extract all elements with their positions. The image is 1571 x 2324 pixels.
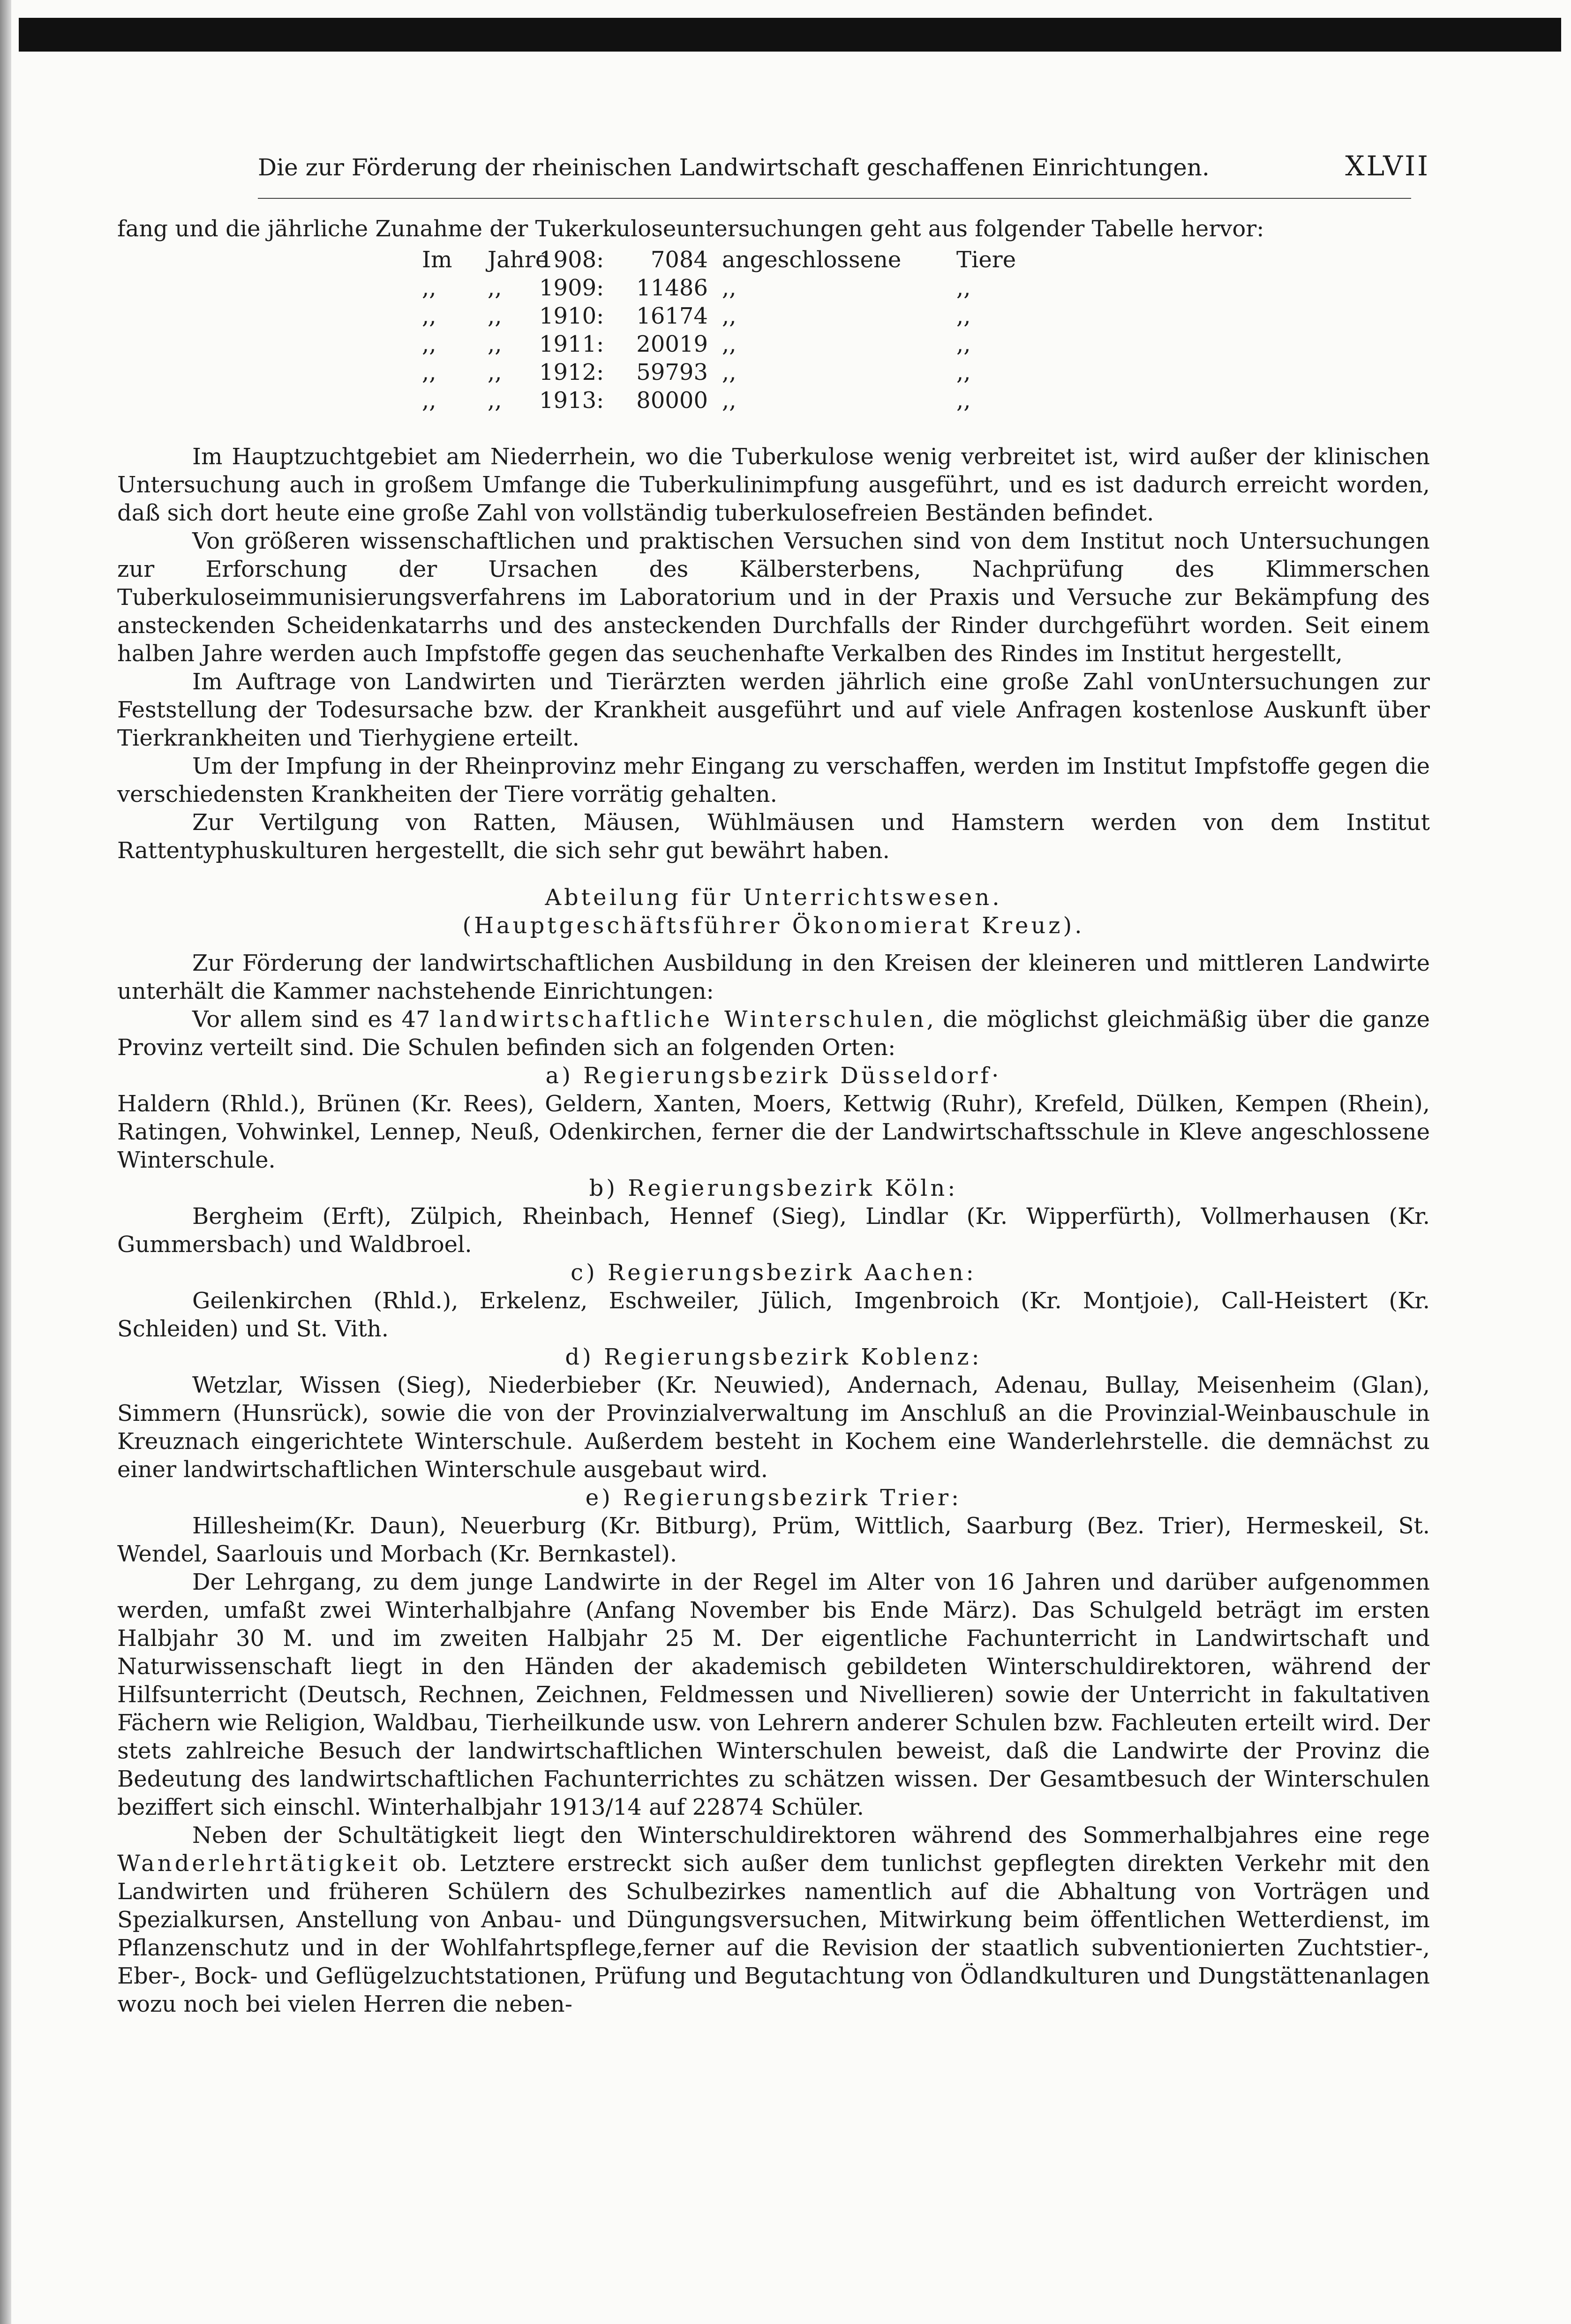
table-cell: 16174 bbox=[636, 303, 708, 329]
district-heading: c) Regierungsbezirk Aachen: bbox=[571, 1260, 977, 1286]
table-cell: ,, bbox=[488, 303, 502, 329]
table-cell: 1908: bbox=[539, 247, 604, 273]
table-cell: 1912: bbox=[539, 359, 604, 385]
table-cell: ,, bbox=[956, 387, 971, 414]
table-cell: Tiere bbox=[956, 247, 1016, 273]
section-subheading: (Hauptgeschäftsführer Ökonomierat Kreuz). bbox=[462, 913, 1085, 939]
paragraph: Im Auftrage von Landwirten und Tierärzten werden jährlich eine große Zahl vonUntersuchungen zur Feststellung der Todesursache bzw. der Krankheit ausgeführt und auf viele Anfragen kostenlose Auskunft über Tierkrankheiten und Tierhygiene erteilt. bbox=[117, 669, 1430, 751]
table-cell: ,, bbox=[722, 303, 737, 329]
table-row bbox=[422, 274, 1430, 302]
district-text: Geilenkirchen (Rhld.), Erkelenz, Eschweiler, Jülich, Imgenbroich (Kr. Montjoie), Call-Heistert (Kr. Schleiden) und St. Vith. bbox=[117, 1288, 1430, 1342]
table-cell: 11486 bbox=[636, 275, 708, 301]
paragraph bbox=[117, 1821, 1430, 2018]
table-cell: ,, bbox=[422, 359, 436, 385]
running-header bbox=[117, 150, 1430, 182]
text-run: Neben der Schultätigkeit liegt den Winterschuldirektoren während des Sommerhalbjahres eine rege bbox=[192, 1822, 1430, 1849]
table-row bbox=[422, 330, 1430, 358]
intro-paragraph: fang und die jährliche Zunahme der Tukerkuloseuntersuchungen geht aus folgender Tabelle hervor: bbox=[117, 216, 1264, 242]
table-cell: 1911: bbox=[539, 331, 604, 357]
page-number: XLVII bbox=[1345, 150, 1430, 182]
table-cell: 1910: bbox=[539, 303, 604, 329]
paragraph: Der Lehrgang, zu dem junge Landwirte in der Regel im Alter von 16 Jahren und darüber aufgenommen werden, umfaßt zwei Winterhalbjahre (Anfang November bis Ende März). Das Schulgeld beträgt im ersten Halbjahr 30 M. und im zweiten Halbjahr 25 M. Der eigentliche Fachunterricht in Landwirtschaft und Naturwissenschaft liegt in den Händen der akademisch gebildeten Winterschuldirektoren, während der Hilfsunterricht (Deutsch, Rechnen, Zeichnen, Feldmessen und Nivellieren) sowie der Unterricht in fakultativen Fächern wie Religion, Waldbau, Tierheilkunde usw. von Lehrern anderer Schulen bzw. Fachleuten erteilt wird. Der stets zahlreiche Besuch der landwirtschaftlichen Winterschulen beweist, daß die Landwirte der Provinz die Bedeutung des landwirtschaftlichen Fachunterrichtes zu schätzen wissen. Der Gesamtbesuch der Winterschulen beziffert sich einschl. Winterhalbjahr 1913/14 auf 22874 Schüler. bbox=[117, 1569, 1430, 1820]
paragraph bbox=[117, 1005, 1430, 1062]
district-heading: e) Regierungsbezirk Trier: bbox=[585, 1485, 962, 1511]
table-row bbox=[422, 302, 1430, 330]
district-heading: a) Regierungsbezirk Düsseldorf· bbox=[545, 1063, 1002, 1089]
table-cell: ,, bbox=[422, 387, 436, 414]
table-cell: ,, bbox=[722, 387, 737, 414]
table-cell: angeschlossene bbox=[722, 247, 902, 273]
district-heading: b) Regierungsbezirk Köln: bbox=[589, 1175, 958, 1201]
text-run: , die möglichst gleichmäßig über die ganze Provinz verteilt sind. Die Schulen befinden sich an folgenden Orten: bbox=[117, 1006, 1430, 1061]
table-cell: ,, bbox=[722, 359, 737, 385]
table-cell: 1909: bbox=[539, 275, 604, 301]
table-cell: 7084 bbox=[650, 247, 708, 273]
text-run: Vor allem sind es 47 bbox=[192, 1006, 439, 1033]
table-cell: 20019 bbox=[636, 331, 708, 357]
table-cell: ,, bbox=[488, 275, 502, 301]
district-text: Haldern (Rhld.), Brünen (Kr. Rees), Geldern, Xanten, Moers, Kettwig (Ruhr), Krefeld, Dülken, Kempen (Rhein), Ratingen, Vohwinkel, Lennep, Neuß, Odenkirchen, ferner die der Landwirtschaftsschule in Kleve angeschlossene Winterschule. bbox=[117, 1091, 1430, 1173]
paragraph: Im Hauptzuchtgebiet am Niederrhein, wo die Tuberkulose wenig verbreitet ist, wird außer der klinischen Untersuchung auch in großem Umfange die Tuberkulinimpfung ausgeführt, und es ist dadurch erreicht worden, daß sich dort heute eine große Zahl von vollständig tuberkulosefreien Beständen befindet. bbox=[117, 444, 1430, 526]
table-row bbox=[422, 246, 1430, 274]
table-cell: Jahre bbox=[488, 247, 549, 273]
table-cell: 1913: bbox=[539, 387, 604, 414]
tuberculosis-table bbox=[422, 246, 1430, 415]
emphasis-wanderlehrtaetigkeit: Wanderlehrtätigkeit bbox=[117, 1850, 400, 1877]
table-cell: ,, bbox=[956, 359, 971, 385]
table-cell: ,, bbox=[422, 275, 436, 301]
scan-edge bbox=[0, 0, 11, 2324]
body-text bbox=[117, 443, 1430, 2018]
emphasis-winterschulen: landwirtschaftliche Winterschulen bbox=[439, 1006, 927, 1033]
table-cell: 80000 bbox=[636, 387, 708, 414]
document-page bbox=[117, 150, 1430, 2018]
header-title: Die zur Förderung der rheinischen Landwirtschaft geschaffenen Einrichtungen. bbox=[258, 154, 1210, 181]
paragraph: Zur Förderung der landwirtschaftlichen Ausbildung in den Kreisen der kleineren und mittleren Landwirte unterhält die Kammer nachstehende Einrichtungen: bbox=[117, 950, 1430, 1004]
table-cell: ,, bbox=[722, 331, 737, 357]
table-cell: ,, bbox=[722, 275, 737, 301]
table-row bbox=[422, 386, 1430, 415]
table-cell: ,, bbox=[956, 331, 971, 357]
table-cell: ,, bbox=[488, 331, 502, 357]
table-cell: 59793 bbox=[636, 359, 708, 385]
table-cell: ,, bbox=[488, 387, 502, 414]
district-text: Bergheim (Erft), Zülpich, Rheinbach, Hennef (Sieg), Lindlar (Kr. Wipperfürth), Vollmerhausen (Kr. Gummersbach) und Waldbroel. bbox=[117, 1203, 1430, 1258]
district-text: Hillesheim(Kr. Daun), Neuerburg (Kr. Bitburg), Prüm, Wittlich, Saarburg (Bez. Trier), Hermeskeil, St. Wendel, Saarlouis und Morbach (Kr. Bernkastel). bbox=[117, 1513, 1430, 1567]
district-heading: d) Regierungsbezirk Koblenz: bbox=[565, 1344, 982, 1370]
text-run: ob. Letztere erstreckt sich außer dem tunlichst gepflegten direkten Verkehr mit den Landwirten und früheren Schülern des Schulbezirkes namentlich auf die Abhaltung von Vorträgen und Spezialkursen, Anstellung von Anbau- und Düngungsversuchen, Mitwirkung beim öffentlichen Wetterdienst, im Pflanzenschutz und in der Wohlfahrtspflege,ferner auf die Revision der staatlich subventionierten Zuchtstier-, Eber-, Bock- und Geflügelzuchtstationen, Prüfung und Begutachtung von Ödlandkulturen und Dungstättenanlagen wozu noch bei vielen Herren die neben- bbox=[117, 1850, 1430, 2017]
table-cell: ,, bbox=[488, 359, 502, 385]
scan-border-bar bbox=[19, 18, 1561, 52]
table-cell: Im bbox=[422, 247, 452, 273]
paragraph: Zur Vertilgung von Ratten, Mäusen, Wühlmäusen und Hamstern werden von dem Institut Rattentyphuskulturen hergestellt, die sich sehr gut bewährt haben. bbox=[117, 809, 1430, 864]
header-rule bbox=[258, 198, 1411, 199]
table-cell: ,, bbox=[422, 303, 436, 329]
table-cell: ,, bbox=[422, 331, 436, 357]
table-cell: ,, bbox=[956, 303, 971, 329]
paragraph: Um der Impfung in der Rheinprovinz mehr Eingang zu verschaffen, werden im Institut Impfstoffe gegen die verschiedensten Krankheiten der Tiere vorrätig gehalten. bbox=[117, 753, 1430, 807]
section-heading: Abteilung für Unterrichtswesen. bbox=[545, 884, 1002, 911]
table-cell: ,, bbox=[956, 275, 971, 301]
paragraph: Von größeren wissenschaftlichen und praktischen Versuchen sind von dem Institut noch Untersuchungen zur Erforschung der Ursachen des Kälbersterbens, Nachprüfung des Klimmerschen Tuberkuloseimmunisierungsverfahrens im Laboratorium und in der Praxis und Versuche zur Bekämpfung des ansteckenden Scheidenkatarrhs und des ansteckenden Durchfalls der Rinder durchgeführt worden. Seit einem halben Jahre werden auch Impfstoffe gegen das seuchenhafte Verkalben des Rindes im Institut hergestellt, bbox=[117, 528, 1430, 667]
table-row bbox=[422, 358, 1430, 386]
district-text: Wetzlar, Wissen (Sieg), Niederbieber (Kr. Neuwied), Andernach, Adenau, Bullay, Meisenheim (Glan), Simmern (Hunsrück), sowie die von der Provinzialverwaltung im Anschluß an die Provinzial-Weinbauschule in Kreuznach eingerichtete Winterschule. Außerdem besteht in Kochem eine Wanderlehrstelle. die demnächst zu einer landwirtschaftlichen Winterschule ausgebaut wird. bbox=[117, 1372, 1430, 1483]
